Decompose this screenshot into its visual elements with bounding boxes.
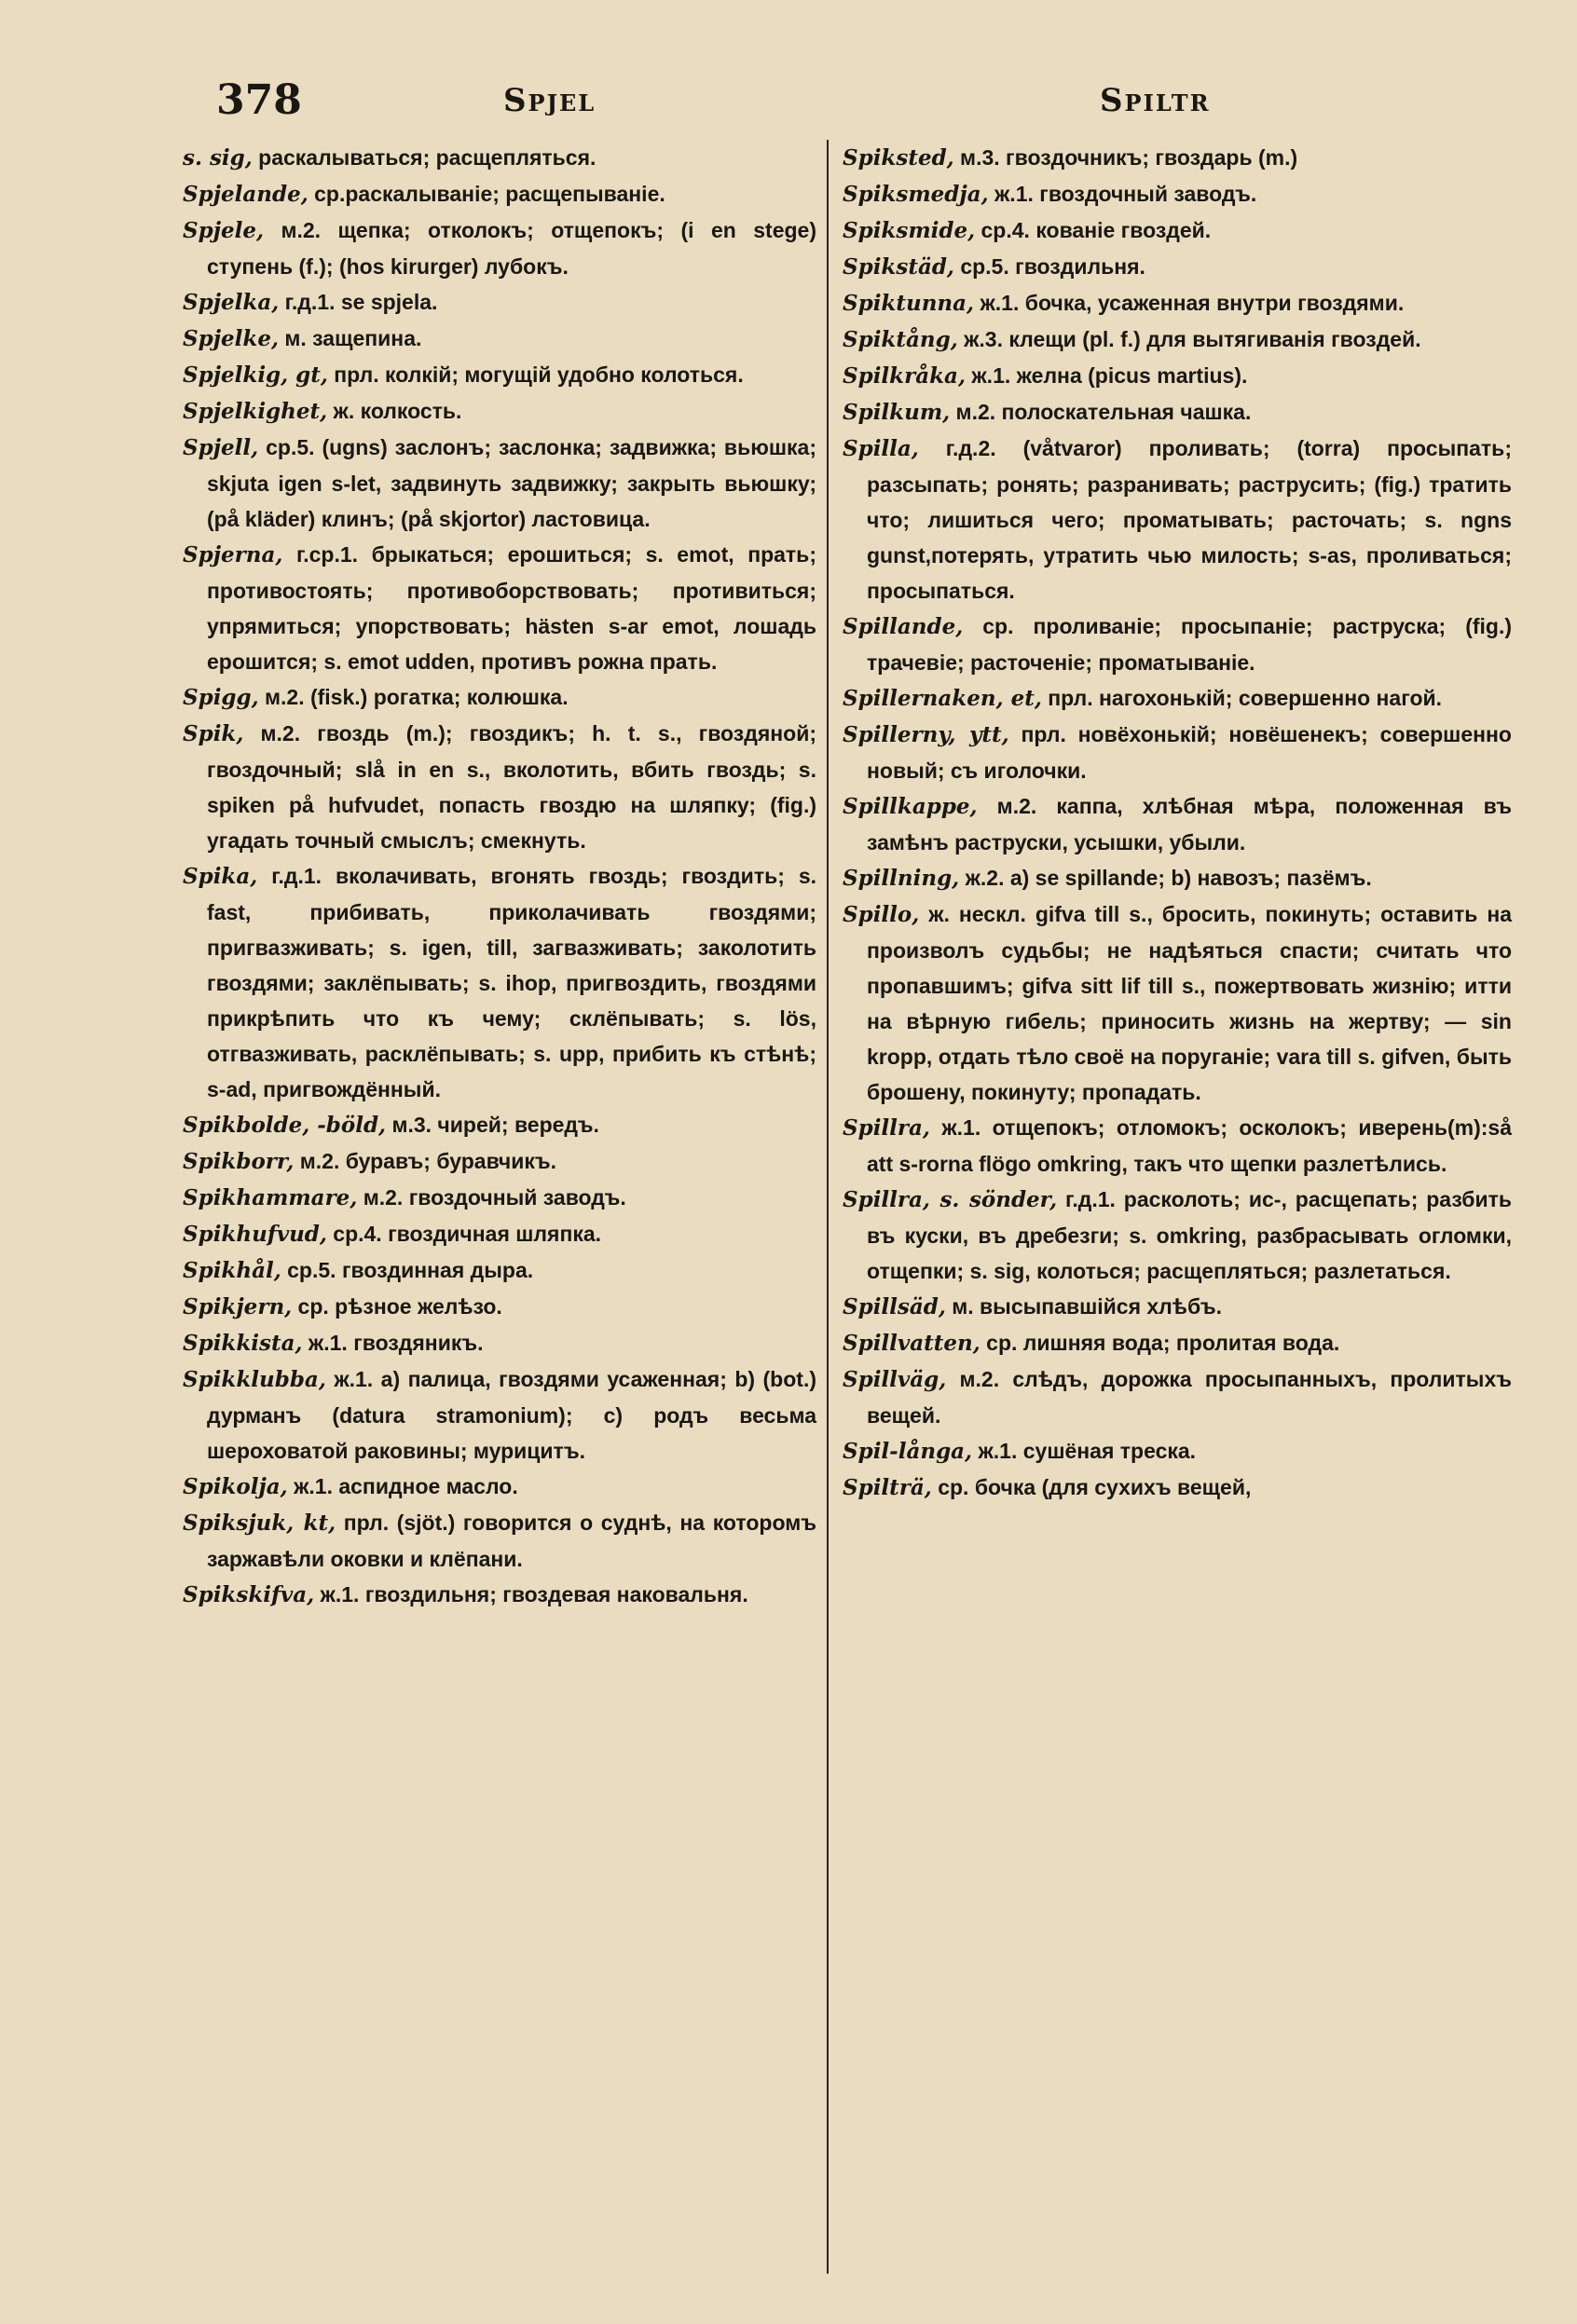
dictionary-entry [843,896,1512,1110]
entry-headword: Spillsäd, [843,1294,946,1319]
entry-definition: ж.1. сушёная треска. [972,1439,1197,1463]
dictionary-entry [843,1361,1512,1433]
dictionary-entry [843,1110,1512,1182]
page-number: 378 [216,76,302,124]
dictionary-entry [843,1182,1512,1289]
entry-definition: ж.1. аспидное масло. [287,1474,518,1498]
dictionary-entry [843,1325,1512,1361]
page-header [0,76,1577,132]
dictionary-entry [183,1361,816,1469]
entry-headword: Spillra, [843,1115,930,1141]
entry-definition: г.д.1. вколачивать, вгонять гвоздь; гвоздить; s. fast, прибивать, приколачивать гвоздями; пригвазживать; s. igen, till, загвазживать; заколотить гвоздями; заклёпывать; s. ihop, пригвоздить, гвоздями прикрѣпить что къ чему; склёпывать; s. lös, отгвазживать, расклёпывать; s. upp, прибить къ стѣнѣ; s-ad, пригвождённый. [207,864,816,1101]
dictionary-entry [183,537,816,679]
dictionary-entry [183,284,816,321]
dictionary-entry [843,680,1512,717]
entry-headword: Spiksjuk, kt, [183,1511,336,1536]
entry-headword: Spikstäd, [843,254,954,280]
dictionary-entry [843,717,1512,788]
entry-headword: Spiksmedja, [843,182,989,207]
entry-definition: ср.4. гвоздичная шляпка. [326,1222,602,1246]
dictionary-entry [843,285,1512,321]
entry-definition: ср. бочка (для сухихъ вещей, [931,1475,1252,1499]
entry-headword: Spiksmide, [843,218,976,243]
entry-headword: Spillra, s. sönder, [843,1187,1058,1212]
dictionary-entry [843,1289,1512,1325]
entry-headword: Spillo, [843,902,920,927]
entry-headword: Spjelkighet, [183,399,328,424]
dictionary-entry [183,1325,816,1361]
dictionary-entry [843,212,1512,249]
dictionary-entry [183,430,816,537]
dictionary-entry [183,140,816,176]
dictionary-entry [183,1143,816,1180]
entry-definition: м.2. полоскательная чашка. [950,400,1252,424]
entry-headword: Spjelke, [183,326,279,351]
dictionary-entry [843,788,1512,860]
entry-definition: ж. нескл. gifva till s., бросить, покинуть; оставить на произволъ судьбы; не надѣяться спасти; считать что пропавшимъ; gifva sitt lif till s., пожертвовать жизнію; итти на вѣрную гибель; приносить жизнь на жертву; — sin kropp, отдать тѣло своё на поруганіе; vara till s. gifven, быть брошену, покинуту; пропадать. [867,902,1512,1104]
entry-headword: Spillning, [843,866,960,891]
entry-definition: прл. новёхонькій; новёшенекъ; совершенно новый; съ иголочки. [867,722,1512,783]
entry-definition: прл. (sjöt.) говорится о суднѣ, на которомъ заржавѣли оковки и клёпани. [207,1511,816,1571]
entry-definition: ж.1. а) палица, гвоздями усаженная; b) (bot.) дурманъ (datura stramonium); с) родъ весьма шероховатой раковины; мурицитъ. [207,1367,816,1463]
entry-headword: Spilla, [843,436,919,461]
dictionary-entry [843,1433,1512,1470]
entry-headword: Spikskifva, [183,1582,315,1607]
dictionary-entry [183,1577,816,1613]
entry-definition: г.д.1. se spjela. [279,290,438,314]
entry-definition: ж.1. гвоздочный заводъ. [988,182,1257,206]
entry-definition: ср.4. кованіе гвоздей. [975,218,1212,242]
entry-headword: Spilträ, [843,1475,932,1500]
dictionary-entry [183,393,816,430]
entry-definition: ср. проливаніе; просыпаніе; раструска; (fig.) трачевіе; расточеніе; проматываніе. [867,614,1512,675]
entry-headword: Spillernaken, et, [843,686,1042,711]
dictionary-entry [183,858,816,1107]
entry-headword: Spikklubba, [183,1367,326,1392]
entry-definition: ж.3. клещи (pl. f.) для вытягиванія гвоздей. [957,327,1421,351]
entry-definition: м.2. гвоздь (m.); гвоздикъ; h. t. s., гвоздяной; гвоздочный; slå in en s., вколотить, вбить гвоздь; s. spiken på hufvudet, попасть гвоздю на шляпку; (fig.) угадать точный смыслъ; смекнуть. [207,721,816,853]
dictionary-entry [183,1107,816,1143]
dictionary-entry [843,176,1512,212]
entry-definition: ср. лишняя вода; пролитая вода. [980,1331,1340,1355]
entry-definition: г.д.2. (våtvaror) проливать; (torra) просыпать; разсыпать; ронять; разранивать; раструсить; (fig.) тратить что; лишиться чего; проматывать; расточать; s. ngns gunst,потерять, утратить чью милость; s-as, проливаться; просыпаться. [867,436,1512,603]
entry-headword: Spik, [183,721,244,746]
entry-definition: прл. нагохонькій; совершенно нагой. [1041,686,1443,710]
entry-definition: ср.5. (ugns) заслонъ; заслонка; задвижка; вьюшка; skjuta igen s-let, задвинуть задвижку; закрыть вьюшку; (på kläder) клинъ; (på skjortor) ластовица. [207,435,816,531]
entry-headword: Spikkista, [183,1331,303,1356]
dictionary-entry [183,176,816,212]
entry-headword: Spikborr, [183,1149,295,1174]
entry-definition: ж.1. гвоздильня; гвоздевая наковальня. [314,1582,748,1606]
entry-headword: Spillväg, [843,1367,947,1392]
entry-definition: ж.1. гвоздяникъ. [302,1331,484,1355]
entry-definition: ср.раскалываніе; расщепываніе. [308,182,665,206]
entry-definition: м.2. слѣдъ, дорожка просыпанныхъ, пролитыхъ вещей. [867,1367,1512,1428]
entry-headword: Spillerny, ytt, [843,722,1009,747]
entry-headword: Spjelande, [183,182,309,207]
entry-headword: Spjelka, [183,290,280,315]
running-head-right: Spiltr [1100,82,1211,119]
dictionary-entry [183,357,816,393]
entry-headword: Spikolja, [183,1474,288,1499]
entry-headword: Spjelkig, gt, [183,362,328,388]
dictionary-entry [843,860,1512,896]
dictionary-entry [183,1469,816,1505]
entry-definition: м.2. щепка; отколокъ; отщепокъ; (i en stege) ступень (f.); (hos kirurger) лубокъ. [207,218,816,279]
entry-headword: Spillande, [843,614,964,639]
entry-definition: г.д.1. расколоть; ис-, расщепать; разбить въ куски, въ дребезги; s. omkring, разбрасывать огломки, отщепки; s. sig, колоться; расщепляться; разлетаться. [867,1187,1512,1283]
entry-headword: Spjerna, [183,542,283,567]
entry-headword: Spilkråka, [843,363,966,389]
entry-definition: ж.1. бочка, усаженная внутри гвоздями. [974,291,1405,315]
entry-definition: м.2. буравъ; буравчикъ. [294,1149,556,1173]
entry-definition: м.2. (fisk.) рогатка; колюшка. [258,685,569,709]
entry-definition: м.3. гвоздочникъ; гвоздарь (m.) [953,145,1298,170]
dictionary-entry [183,716,816,858]
running-head-left: Spjel [503,82,597,119]
entry-headword: Spikhammare, [183,1185,358,1210]
entry-definition: ср. рѣзное желѣзо. [292,1294,502,1319]
entry-definition: раскалываться; расщепляться. [252,145,597,170]
dictionary-entry [843,608,1512,680]
entry-definition: ж. колкость. [327,399,462,423]
dictionary-entry [843,431,1512,608]
column-divider [827,140,829,2274]
dictionary-entry [183,1216,816,1252]
dictionary-entry [183,1252,816,1289]
entry-headword: Spika, [183,864,258,889]
right-column [843,140,1512,1506]
entry-headword: Spiktång, [843,327,958,352]
dictionary-entry [183,321,816,357]
dictionary-entry [183,1180,816,1216]
entry-definition: м.2. гвоздочный заводъ. [357,1185,626,1210]
entry-headword: Spiksted, [843,145,954,171]
entry-definition: ср.5. гвоздинная дыра. [281,1258,534,1282]
entry-headword: Spikhål, [183,1258,281,1283]
dictionary-entry [183,212,816,284]
entry-headword: Spikjern, [183,1294,293,1319]
entry-headword: Spil-långa, [843,1439,973,1464]
entry-definition: ср.5. гвоздильня. [953,254,1145,279]
dictionary-entry [843,321,1512,358]
entry-definition: прл. колкій; могущій удобно колоться. [327,362,744,387]
entry-headword: Spilkum, [843,400,951,425]
dictionary-entry [183,1505,816,1577]
left-column [183,140,816,1613]
dictionary-entry [843,394,1512,431]
entry-headword: Spjell, [183,435,259,460]
entry-headword: Spiktunna, [843,291,975,316]
entry-definition: м. защепина. [278,326,422,350]
dictionary-entry [843,140,1512,176]
entry-headword: Spigg, [183,685,259,710]
entry-headword: Spillkappe, [843,794,978,819]
entry-headword: s. sig, [183,145,253,171]
entry-headword: Spikhufvud, [183,1222,327,1247]
entry-definition: м. высыпавшійся хлѣбъ. [945,1294,1223,1319]
entry-headword: Spillvatten, [843,1331,980,1356]
entry-definition: ж.2. а) se spillande; b) навозъ; пазёмъ. [959,866,1372,890]
dictionary-entry [843,249,1512,285]
entry-definition: ж.1. отщепокъ; отломокъ; осколокъ; иверень(m):så att s-rorna flögo omkring, такъ что щепки разлетѣлись. [867,1115,1512,1176]
dictionary-entry [183,679,816,716]
entry-definition: м.2. каппа, хлѣбная мѣра, положенная въ замѣнъ раструски, усышки, убыли. [867,794,1512,854]
dictionary-entry [183,1289,816,1325]
entry-headword: Spikbolde, -böld, [183,1113,387,1138]
entry-headword: Spjele, [183,218,265,243]
entry-definition: м.3. чирей; вередъ. [386,1113,599,1137]
entry-definition: ж.1. желна (picus martius). [965,363,1248,388]
dictionary-entry [843,358,1512,394]
entry-definition: г.ср.1. брыкаться; ерошиться; s. emot, прать; противостоять; противоборствовать; противиться; упрямиться; упорствовать; hästen s-ar emot, лошадь ерошится; s. emot udden, противъ рожна прать. [207,542,816,674]
dictionary-entry [843,1470,1512,1506]
